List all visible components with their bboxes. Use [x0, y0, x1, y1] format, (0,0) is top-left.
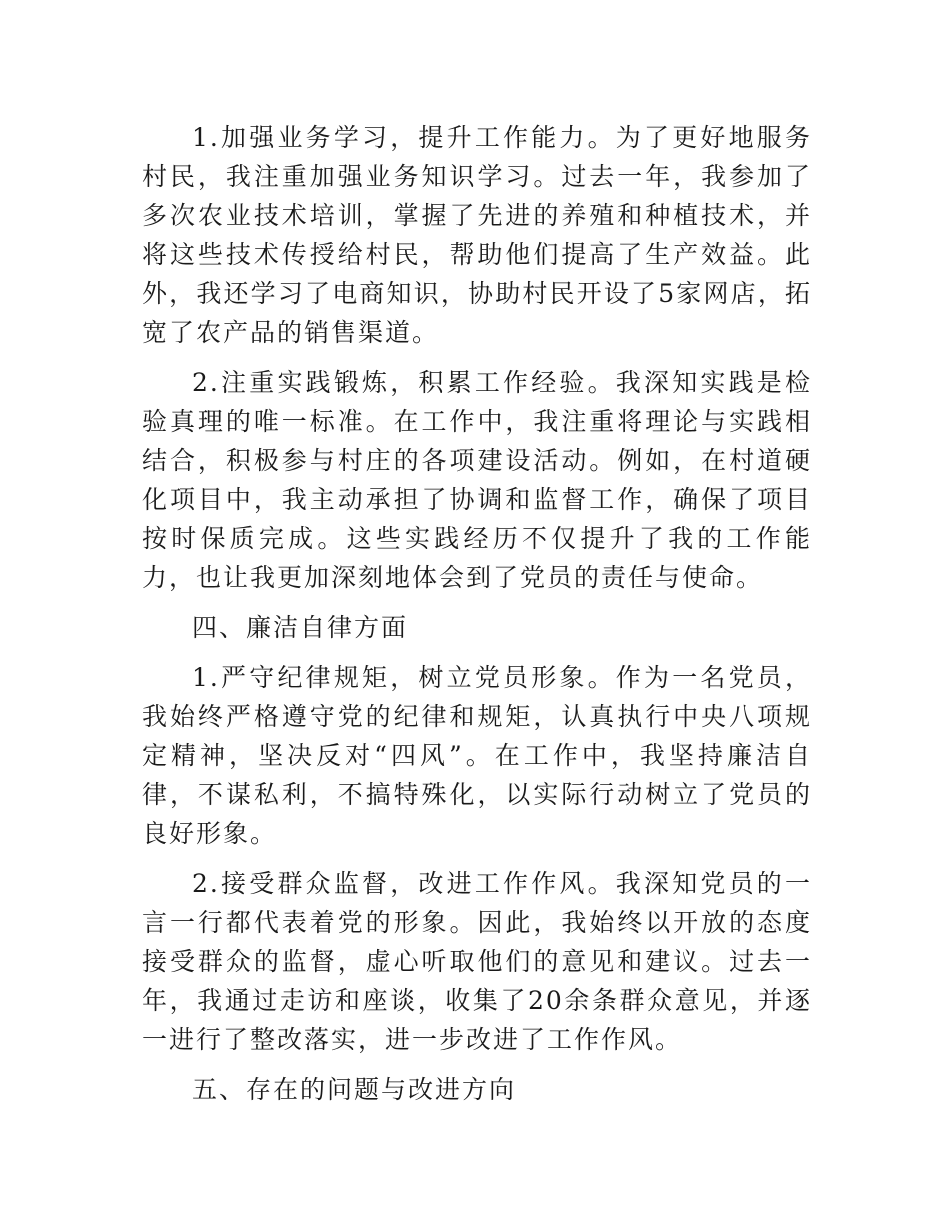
section-heading-integrity: 四、廉洁自律方面	[192, 613, 409, 642]
paragraph-business-study: 1.加强业务学习，提升工作能力。为了更好地服务村民，我注重加强业务知识学习。过去一年，我参加了多次农业技术培训，掌握了先进的养殖和种植技术，并将这些技术传授给村民，帮助他们提高了生产效益。此外，我还学习了电商知识，协助村民开设了5家网店，拓宽了农产品的销售渠道。	[142, 123, 812, 347]
paragraph-public-supervision: 2.接受群众监督，改进工作作风。我深知党员的一言一行都代表着党的形象。因此，我始终以开放的态度接受群众的监督，虚心听取他们的意见和建议。过去一年，我通过走访和座谈，收集了20余条群众意见，并逐一进行了整改落实，进一步改进了工作作风。	[142, 869, 812, 1054]
paragraph-discipline: 1.严守纪律规矩，树立党员形象。作为一名党员，我始终严格遵守党的纪律和规矩，认真执行中央八项规定精神，坚决反对“四风”。在工作中，我坚持廉洁自律，不谋私利，不搞特殊化，以实际行动树立了党员的良好形象。	[142, 663, 812, 848]
document-body	[142, 118, 812, 1120]
section-heading-problems: 五、存在的问题与改进方向	[192, 1075, 517, 1104]
paragraph-practice-training: 2.注重实践锻炼，积累工作经验。我深知实践是检验真理的唯一标准。在工作中，我注重将理论与实践相结合，积极参与村庄的各项建设活动。例如，在村道硬化项目中，我主动承担了协调和监督工作，确保了项目按时保质完成。这些实践经历不仅提升了我的工作能力，也让我更加深刻地体会到了党员的责任与使命。	[142, 368, 812, 592]
